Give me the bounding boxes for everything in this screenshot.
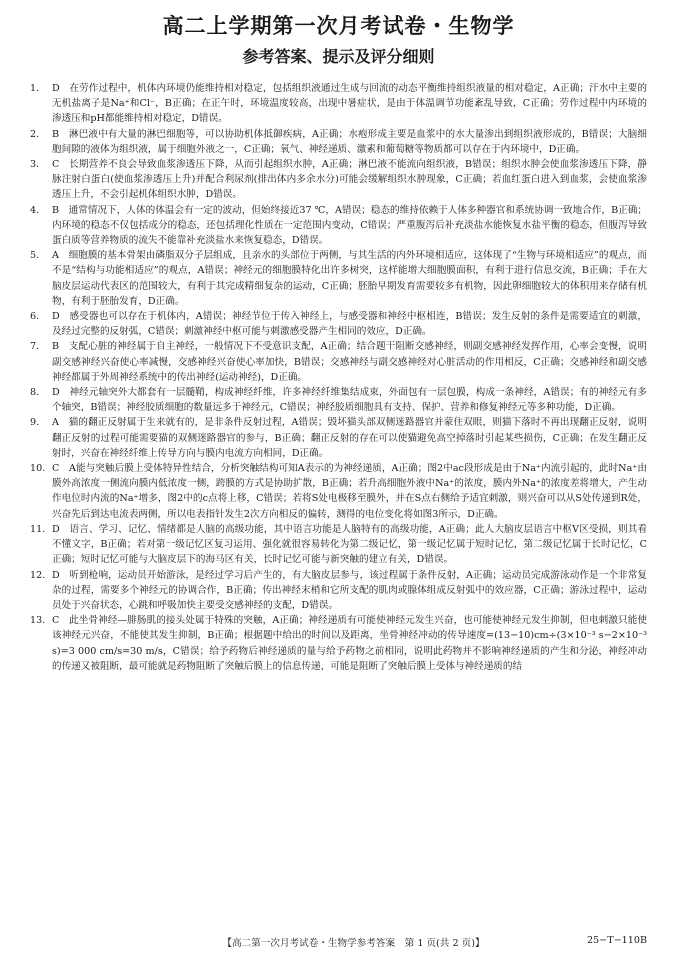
footer-code: 25−T−110B (586, 935, 647, 946)
answer-list (30, 81, 647, 674)
answer-item (30, 385, 647, 415)
answer-text: B 通常情况下，人体的体温会有一定的波动，但始终接近37 ℃，A错误；稳态的维持依赖于人体多种器官和系统协调一致地合作，B正确；内环境的稳态不仅包括成分的稳态，还包括理化性质在一定范围内变动，C错误；严重腹泻后补充淡盐水能恢复水盐平衡的稳态，但腹泻导致蛋白质等营养物质的流失不能靠补充淡盐水来恢复稳态，D错误。 (52, 204, 647, 247)
answer-item (30, 309, 647, 339)
answer-number: 1. (30, 83, 40, 94)
answer-number: 5. (30, 250, 40, 262)
answer-number: 7. (30, 341, 40, 353)
footer-page-info: 【高二第一次月考试卷・生物学参考答案 第 1 页(共 2 页)】 (222, 938, 485, 949)
answer-number: 3. (30, 159, 40, 171)
answer-number: 10. (30, 463, 46, 475)
page-title: 高二上学期第一次月考试卷・生物学 (162, 14, 515, 38)
page-footer (30, 935, 647, 949)
answer-item (30, 127, 647, 157)
page-subtitle: 参考答案、提示及评分细则 (242, 47, 435, 66)
answer-number: 4. (30, 204, 40, 216)
answer-text: D 感受器也可以存在于机体内，A错误；神经节位于传入神经上，与感受器和神经中枢相连，B错误；发生反射的条件是需要适宜的刺激，及经过完整的反射弧，C错误；刺激神经中枢可能与刺激感受器产生相同的效应，D正确。 (52, 311, 647, 338)
answer-text: B 支配心脏的神经属于自主神经，一般情况下不受意识支配，A正确；结合题干阻断交感神经，则副交感神经发挥作用，心率会变慢，说明副交感神经兴奋使心率减慢，交感神经兴奋使心率加快，B错误；交感神经与副交感神经对心脏活动的作用相反，C正确；交感神经和副交感神经都属于外周神经系统中的传出神经(运动神经)，D正确。 (52, 341, 647, 383)
answer-item (30, 613, 647, 674)
answer-item (30, 339, 647, 385)
answer-text: D 神经元轴突外大都套有一层髓鞘，构成神经纤维，许多神经纤维集结成束，外面包有一层包膜，构成一条神经，A错误；有的神经元有多个轴突，B错误；神经胶质细胞的数量远多于神经元，C错误；神经胶质细胞具有支持、保护、营养和修复神经元等多种功能，D正确。 (52, 387, 647, 414)
answer-number: 13. (30, 615, 46, 627)
answer-item (30, 157, 647, 203)
answer-text: C 此坐骨神经—腓肠肌的接头处属于特殊的突触，A正确；神经递质有可能使神经元发生兴奋，也可能使神经元发生抑制，但电刺激只能使该神经元兴奋，不能使其发生抑制，B正确；根据题中给出的时间以及距离，坐骨神经冲动的传导速度=(13−10)cm÷(3×10⁻³ s−2×10⁻³ s)=3 000 cm/s=30 m/s，C错误；给予药物后神经递质的量与给予药物之前相同，说明此药物并不影响神经递质的产生和分泌，神经冲动的传递又被阻断，最可能就是药物阻断了突触后膜上的信息传递，可能是阻断了突触后膜上受体与神经递质的结 (52, 615, 647, 672)
answer-number: 9. (30, 417, 40, 429)
answer-number: 6. (30, 311, 40, 323)
answer-number: 2. (30, 128, 40, 140)
answer-text: D 语言、学习、记忆、情绪都是人脑的高级功能，其中语言功能是人脑特有的高级功能，A正确；此人大脑皮层语言中枢V区受损，则其看不懂文字，B正确；若对第一级记忆区复习运用、强化就很容易转化为第二级记忆，第一级记忆属于短时记忆，第二级记忆属于长时记忆，C正确；短时记忆可能与大脑皮层下的海马区有关，长时记忆可能与新突触的建立有关，D错误。 (52, 523, 647, 566)
answer-item (30, 568, 647, 614)
answer-item (30, 248, 647, 309)
answer-number: 12. (30, 569, 46, 581)
answer-text: C A能与突触后膜上受体特异性结合，分析突触结构可知A表示的为神经递质，A正确；图2中ac段形成是由于Na⁺内流引起的，此时Na⁺由膜外高浓度一侧流向膜内低浓度一侧，跨膜的方式是协助扩散，B正确；若升高细胞外液中Na⁺的浓度，膜内外Na⁺的浓度差将增大，产生动作电位时内流的Na⁺增多，图2中的c点将上移，C错误；若将S处电极移至膜外，并在S点右侧给予适宜刺激，则兴奋可以从S处传递到R处，兴奋先后到达电流表两侧，所以电表指针发生2次方向相反的偏转，测得的电位变化将如图3所示，D正确。 (52, 463, 647, 520)
answer-item (30, 415, 647, 461)
answer-item (30, 81, 647, 127)
answer-item (30, 522, 647, 568)
answer-text: B 淋巴液中有大量的淋巴细胞等，可以协助机体抵御疾病，A正确；水疱形成主要是血浆中的水大量渗出到组织液形成的，B错误；大脑细胞间隙的液体为组织液，属于细胞外液之一，C正确；氧气、神经递质、激素和葡萄糖等物质都可以存在于内环境中，D正确。 (52, 128, 647, 155)
answer-number: 8. (30, 387, 40, 399)
answer-item (30, 203, 647, 249)
answer-text: D 听到枪响，运动员开始游泳，是经过学习后产生的，有大脑皮层参与，该过程属于条件反射，A正确；运动员完成游泳动作是一个非常复杂的过程，需要多个神经元的协调合作，B正确；传出神经末梢和它所支配的肌肉或腺体组成反射弧中的效应器，C正确；游泳过程中，运动员处于兴奋状态，心跳和呼吸加快主要受交感神经的支配，D错误。 (52, 569, 647, 611)
answer-text: A 细胞膜的基本骨架由磷脂双分子层组成，且亲水的头部位于两侧，与其生活的内外环境相适应，这体现了“生物与环境相适应”的观点，而不是“结构与功能相适应”的观点，A错误；神经元的细胞膜特化出许多树突，这样能增大细胞膜面积，有利于进行信息交流，B正确；手在大脑皮层运动代表区的范围较大，有利于其完成精细复杂的运动，C正确；胚胎早期发育需要较多有机物，因此卵细胞较大的体积用来存储有机物，有利于胚胎发育，D正确。 (52, 250, 647, 307)
answer-text: D 在劳作过程中，机体内环境仍能维持相对稳定，包括组织液通过生成与回流的动态平衡维持组织液量的相对稳定，A正确；汗水中主要的无机盐离子是Na⁺和Cl⁻，B正确；在正午时，环境温度较高，出现中暑症状，是由于体温调节功能紊乱导致，C正确；劳作过程中内环境的渗透压和pH都能维持相对稳定，D错误。 (52, 83, 647, 125)
answer-text: A 猫的翻正反射属于生来就有的，是非条件反射过程，A错误；毁坏猫头部双侧迷路器官并蒙住双眼，则猫下落时不再出现翻正反射，说明翻正反射的过程可能需要猫的双侧迷路器官的参与，B正确；翻正反射的存在可以使猫避免高空掉落时引起某些损伤，C正确；在发生翻正反射时，兴奋在神经纤维上传导方向与膜内电流方向相同，D正确。 (52, 417, 647, 459)
answer-text: C 长期营养不良会导致血浆渗透压下降，从而引起组织水肿，A正确；淋巴液不能流向组织液，B错误；组织水肿会使血浆渗透压下降，静脉注射白蛋白(使血浆渗透压上升)并配合利尿剂(排出体内多余水分)可能会缓解组织水肿现象，C正确；若血红蛋白进入到血浆，会使血浆渗透压上升，不会引起机体组织水肿，D错误。 (52, 159, 647, 201)
answer-number: 11. (30, 523, 46, 535)
answer-item (30, 461, 647, 522)
